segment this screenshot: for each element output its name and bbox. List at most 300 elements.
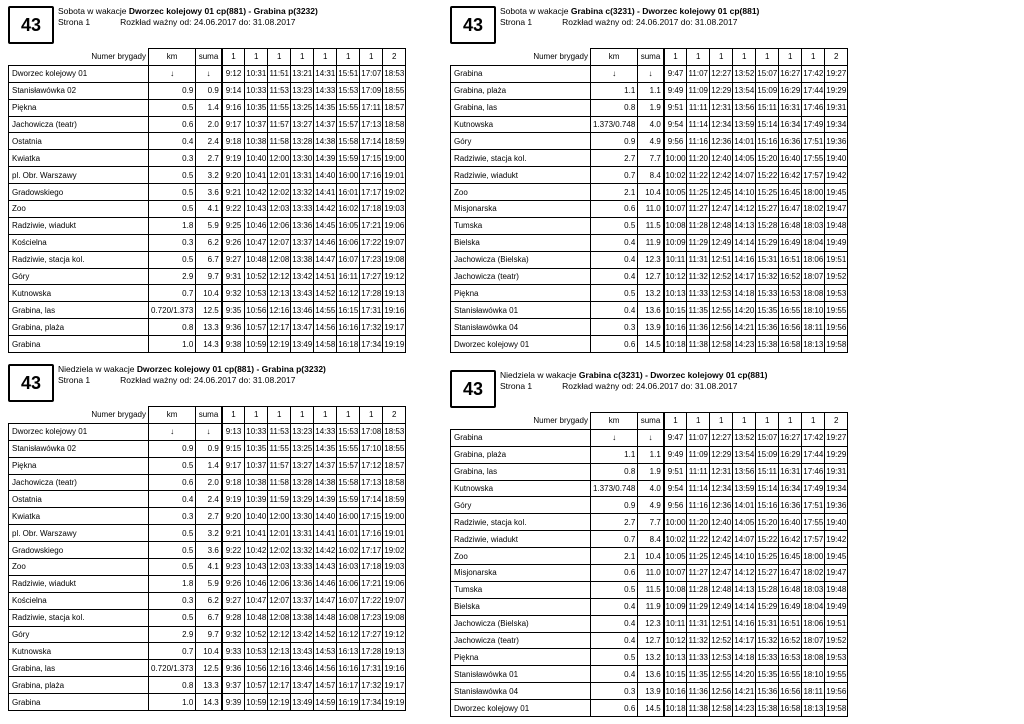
departure-time: 19:55	[825, 666, 848, 683]
km-value: 0.3	[591, 319, 638, 336]
suma-value: 13.3	[196, 677, 222, 694]
departure-time: 17:22	[360, 592, 383, 609]
departure-time: 13:29	[291, 491, 314, 508]
km-value: 0.4	[149, 133, 196, 150]
departure-time: 15:51	[337, 65, 360, 82]
departure-time: 16:51	[779, 251, 802, 268]
suma-header: suma	[196, 407, 222, 424]
table-row	[9, 491, 406, 508]
suma-header: suma	[638, 413, 664, 430]
departure-time: 11:20	[687, 150, 710, 167]
departure-time: 14:38	[314, 133, 337, 150]
stop-name: Bielska	[451, 234, 591, 251]
departure-time: 18:13	[802, 336, 825, 353]
departure-time: 18:07	[802, 268, 825, 285]
km-value: 0.5	[591, 649, 638, 666]
suma-value: 14.5	[638, 336, 664, 353]
departure-time: 12:52	[710, 268, 733, 285]
departure-time: 13:49	[291, 694, 314, 711]
brigade-number: 1	[314, 49, 337, 66]
table-row	[451, 446, 848, 463]
km-value: 0.5	[591, 581, 638, 598]
table-row	[9, 234, 406, 251]
suma-value: 1.1	[638, 82, 664, 99]
departure-time: 11:09	[687, 82, 710, 99]
departure-time: 10:18	[664, 336, 687, 353]
validity-period: Rozkład ważny od: 24.06.2017 do: 31.08.2017	[120, 375, 296, 385]
departure-time: 17:16	[360, 525, 383, 542]
departure-time: 15:09	[756, 82, 779, 99]
departure-time: 19:08	[383, 251, 406, 268]
departure-time: 14:46	[314, 575, 337, 592]
departure-time: 9:36	[222, 660, 245, 677]
suma-value: 6.2	[196, 234, 222, 251]
brigade-number: 1	[733, 49, 756, 66]
departure-time: 12:40	[710, 150, 733, 167]
departure-time: 13:54	[733, 82, 756, 99]
stop-name: Misjonarska	[451, 201, 591, 218]
departure-time: 12:58	[710, 700, 733, 717]
table-row	[9, 575, 406, 592]
departure-time: 16:47	[779, 201, 802, 218]
km-value: 2.1	[591, 184, 638, 201]
departure-time: 10:47	[245, 592, 268, 609]
departure-time: 16:01	[337, 184, 360, 201]
departure-time: 17:57	[802, 531, 825, 548]
departure-time: 11:16	[687, 133, 710, 150]
table-row	[9, 217, 406, 234]
departure-time: 13:43	[291, 285, 314, 302]
departure-time: 10:12	[664, 268, 687, 285]
suma-value: 4.9	[638, 133, 664, 150]
stop-name: Grabina, las	[451, 463, 591, 480]
table-row	[9, 251, 406, 268]
table-row	[9, 319, 406, 336]
departure-time: 15:38	[756, 336, 779, 353]
departure-time: 13:28	[291, 474, 314, 491]
departure-time: 12:56	[710, 319, 733, 336]
departure-time: 10:57	[245, 677, 268, 694]
departure-time: 14:55	[314, 302, 337, 319]
departure-time: 19:56	[825, 683, 848, 700]
suma-value: 9.7	[196, 268, 222, 285]
departure-time: 15:36	[756, 319, 779, 336]
departure-time: 14:57	[314, 677, 337, 694]
departure-time: 11:57	[268, 116, 291, 133]
suma-header: suma	[638, 49, 664, 66]
departure-time: 12:16	[268, 660, 291, 677]
departure-time: 9:21	[222, 184, 245, 201]
timetable-saturday-to-dworzec	[450, 0, 860, 353]
departure-time: 14:48	[314, 609, 337, 626]
departure-time: 14:38	[314, 474, 337, 491]
departure-time: 14:40	[314, 508, 337, 525]
departure-time: 13:56	[733, 463, 756, 480]
departure-time: 16:55	[779, 666, 802, 683]
km-value: 0.4	[591, 251, 638, 268]
departure-time: 17:21	[360, 575, 383, 592]
stop-name: Kutnowska	[9, 643, 149, 660]
table-row	[451, 285, 848, 302]
brigade-number: 1	[222, 407, 245, 424]
departure-time: 11:11	[687, 463, 710, 480]
brigade-number-label: Numer brygady	[451, 49, 591, 66]
stop-name: Tumska	[451, 217, 591, 234]
departure-time: 16:40	[779, 150, 802, 167]
departure-time: 15:53	[337, 423, 360, 440]
km-value: 0.4	[149, 491, 196, 508]
suma-value: 12.3	[638, 251, 664, 268]
departure-time: 19:52	[825, 632, 848, 649]
departure-time: 16:55	[779, 302, 802, 319]
departure-time: 12:51	[710, 251, 733, 268]
departure-time: 18:58	[383, 474, 406, 491]
table-row	[451, 683, 848, 700]
departure-time: 17:21	[360, 217, 383, 234]
departure-time: 18:11	[802, 683, 825, 700]
departure-time: 10:05	[664, 548, 687, 565]
table-row	[9, 474, 406, 491]
table-row	[451, 581, 848, 598]
table-row	[451, 480, 848, 497]
km-value: 0.4	[591, 268, 638, 285]
departure-time: 14:47	[314, 592, 337, 609]
departure-time: 12:01	[268, 167, 291, 184]
departure-time: 10:56	[245, 660, 268, 677]
departure-time: 11:35	[687, 666, 710, 683]
departure-time: 9:23	[222, 559, 245, 576]
departure-time: 11:29	[687, 234, 710, 251]
suma-value: 4.9	[638, 497, 664, 514]
departure-time: 19:17	[383, 677, 406, 694]
stop-name: Jachowicza (teatr)	[9, 116, 149, 133]
table-row	[9, 285, 406, 302]
departure-time: 14:14	[733, 234, 756, 251]
departure-time: 19:56	[825, 319, 848, 336]
timetable-title	[500, 6, 759, 17]
departure-time: 12:00	[268, 508, 291, 525]
km-value: 0.7	[149, 643, 196, 660]
table-row	[451, 302, 848, 319]
departure-time: 11:07	[687, 429, 710, 446]
departure-time: 13:31	[291, 167, 314, 184]
departure-time: 16:52	[779, 632, 802, 649]
departure-time: 10:16	[664, 319, 687, 336]
route-number: 43	[8, 364, 54, 402]
departure-time: 17:46	[802, 463, 825, 480]
brigade-number: 1	[664, 413, 687, 430]
departure-time: 12:42	[710, 167, 733, 184]
departure-time: 19:42	[825, 167, 848, 184]
departure-time: 10:43	[245, 559, 268, 576]
departure-time: 19:31	[825, 99, 848, 116]
stop-name: Stanisławówka 01	[451, 302, 591, 319]
table-row	[451, 217, 848, 234]
departure-time: 12:07	[268, 592, 291, 609]
departure-time: 17:23	[360, 609, 383, 626]
departure-time: 15:25	[756, 548, 779, 565]
departure-time: 16:48	[779, 217, 802, 234]
stop-name: Radziwie, wiadukt	[451, 167, 591, 184]
departure-time: 10:59	[245, 694, 268, 711]
departure-time: 12:03	[268, 201, 291, 218]
down-arrow-icon: ↓	[149, 65, 196, 82]
stop-name: Zoo	[451, 548, 591, 565]
departure-time: 18:04	[802, 234, 825, 251]
departure-time: 15:14	[756, 480, 779, 497]
down-arrow-icon: ↓	[196, 423, 222, 440]
departure-time: 16:17	[337, 677, 360, 694]
stop-name: Kościelna	[9, 592, 149, 609]
departure-time: 17:32	[360, 677, 383, 694]
departure-time: 16:48	[779, 581, 802, 598]
departure-time: 9:49	[664, 446, 687, 463]
departure-time: 17:34	[360, 694, 383, 711]
stop-name: Grabina, plaża	[9, 677, 149, 694]
departure-time: 11:29	[687, 598, 710, 615]
departure-time: 12:00	[268, 150, 291, 167]
departure-time: 19:03	[383, 559, 406, 576]
departure-time: 10:41	[245, 167, 268, 184]
stop-name: Kutnowska	[9, 285, 149, 302]
stop-name: Góry	[451, 133, 591, 150]
departure-time: 13:59	[733, 480, 756, 497]
departure-time: 17:16	[360, 167, 383, 184]
departure-time: 12:03	[268, 559, 291, 576]
departure-time: 11:31	[687, 251, 710, 268]
table-row	[451, 234, 848, 251]
departure-time: 14:33	[314, 423, 337, 440]
departure-time: 14:41	[314, 184, 337, 201]
departure-time: 13:42	[291, 626, 314, 643]
stop-name: Gradowskiego	[9, 542, 149, 559]
departure-time: 19:47	[825, 565, 848, 582]
departure-time: 14:07	[733, 531, 756, 548]
suma-value: 11.5	[638, 217, 664, 234]
departure-time: 12:56	[710, 683, 733, 700]
suma-value: 12.5	[196, 660, 222, 677]
stop-name: Kwiatka	[9, 508, 149, 525]
brigade-number: 2	[825, 49, 848, 66]
stop-name: Radziwie, wiadukt	[9, 575, 149, 592]
table-row	[9, 82, 406, 99]
departure-time: 9:26	[222, 575, 245, 592]
km-value: 0.5	[149, 167, 196, 184]
timetable-title	[58, 364, 326, 375]
page-number: Strona 1	[500, 381, 533, 391]
departure-time: 18:06	[802, 251, 825, 268]
departure-time: 13:25	[291, 440, 314, 457]
suma-value: 7.7	[638, 514, 664, 531]
departure-time: 13:32	[291, 184, 314, 201]
departure-time: 19:51	[825, 615, 848, 632]
table-row	[9, 423, 406, 440]
departure-time: 10:53	[245, 643, 268, 660]
suma-value: 13.2	[638, 649, 664, 666]
departure-time: 16:12	[337, 626, 360, 643]
departure-time: 10:35	[245, 99, 268, 116]
departure-time: 14:45	[314, 217, 337, 234]
departure-time: 19:40	[825, 514, 848, 531]
stop-name: Zoo	[9, 201, 149, 218]
table-row	[9, 116, 406, 133]
departure-time: 10:08	[664, 217, 687, 234]
departure-time: 16:52	[779, 268, 802, 285]
table-row	[451, 82, 848, 99]
down-arrow-icon: ↓	[196, 65, 222, 82]
table-row	[9, 525, 406, 542]
departure-time: 17:28	[360, 285, 383, 302]
km-value: 1.8	[149, 575, 196, 592]
table-row	[451, 615, 848, 632]
departure-time: 14:12	[733, 201, 756, 218]
departure-time: 15:57	[337, 457, 360, 474]
km-header: km	[591, 413, 638, 430]
departure-time: 9:20	[222, 167, 245, 184]
table-row	[451, 99, 848, 116]
departure-time: 9:39	[222, 694, 245, 711]
departure-time: 10:15	[664, 666, 687, 683]
departure-time: 10:52	[245, 268, 268, 285]
stop-name: Radziwie, stacja kol.	[9, 251, 149, 268]
departure-time: 13:46	[291, 660, 314, 677]
timetable-title	[58, 6, 318, 17]
departure-time: 17:15	[360, 508, 383, 525]
departure-time: 10:09	[664, 598, 687, 615]
departure-time: 9:25	[222, 217, 245, 234]
departure-time: 19:53	[825, 285, 848, 302]
departure-time: 9:27	[222, 251, 245, 268]
table-row	[451, 167, 848, 184]
suma-value: 5.9	[196, 217, 222, 234]
departure-time: 10:52	[245, 626, 268, 643]
departure-time: 9:18	[222, 474, 245, 491]
brigade-number: 1	[664, 49, 687, 66]
departure-time: 11:31	[687, 615, 710, 632]
departure-time: 16:29	[779, 446, 802, 463]
km-value: 0.720/1.373	[149, 660, 196, 677]
departure-time: 11:53	[268, 423, 291, 440]
departure-time: 10:46	[245, 575, 268, 592]
departure-time: 15:35	[756, 302, 779, 319]
route-direction: Grabina c(3231) - Dworzec kolejowy 01 cp(881)	[570, 6, 760, 16]
suma-value: 0.9	[196, 440, 222, 457]
suma-value: 1.9	[638, 463, 664, 480]
departure-time: 13:21	[291, 65, 314, 82]
stop-name: Zoo	[451, 184, 591, 201]
table-row	[9, 609, 406, 626]
suma-value: 10.4	[196, 643, 222, 660]
departure-time: 19:27	[825, 65, 848, 82]
suma-value: 4.1	[196, 559, 222, 576]
departure-time: 11:28	[687, 217, 710, 234]
departure-time: 15:58	[337, 474, 360, 491]
departure-time: 19:52	[825, 268, 848, 285]
table-row	[9, 336, 406, 353]
departure-time: 9:19	[222, 150, 245, 167]
departure-time: 18:53	[383, 65, 406, 82]
suma-value: 4.1	[196, 201, 222, 218]
departure-time: 19:42	[825, 531, 848, 548]
km-value: 1.0	[149, 694, 196, 711]
departure-time: 13:36	[291, 217, 314, 234]
timetable-title	[500, 370, 767, 381]
departure-time: 19:36	[825, 133, 848, 150]
table-row	[451, 565, 848, 582]
departure-time: 18:02	[802, 565, 825, 582]
departure-time: 14:05	[733, 150, 756, 167]
stop-name: Bielska	[451, 598, 591, 615]
stop-name: Kutnowska	[451, 480, 591, 497]
departure-time: 14:39	[314, 491, 337, 508]
departure-time: 15:32	[756, 632, 779, 649]
departure-time: 18:10	[802, 302, 825, 319]
departure-time: 15:25	[756, 184, 779, 201]
departure-time: 11:28	[687, 581, 710, 598]
departure-time: 12:19	[268, 694, 291, 711]
departure-time: 16:01	[337, 525, 360, 542]
departure-time: 14:10	[733, 184, 756, 201]
departure-time: 11:11	[687, 99, 710, 116]
departure-time: 19:08	[383, 609, 406, 626]
suma-value: 6.7	[196, 609, 222, 626]
departure-time: 13:25	[291, 99, 314, 116]
table-row	[451, 133, 848, 150]
km-value: 0.5	[149, 525, 196, 542]
timetable-header	[450, 0, 860, 48]
departure-time: 10:07	[664, 201, 687, 218]
departure-time: 12:49	[710, 234, 733, 251]
departure-time: 15:29	[756, 234, 779, 251]
stop-name: Dworzec kolejowy 01	[451, 336, 591, 353]
departure-time: 16:42	[779, 531, 802, 548]
brigade-number: 2	[383, 407, 406, 424]
stop-name: Piękna	[9, 99, 149, 116]
route-number: 43	[8, 6, 54, 44]
departure-time: 12:53	[710, 285, 733, 302]
route-direction: Dworzec kolejowy 01 cp(881) - Grabina p(3232)	[136, 364, 326, 374]
departure-time: 12:08	[268, 251, 291, 268]
day-type: Sobota w wakacje	[500, 6, 569, 16]
departure-time: 11:35	[687, 302, 710, 319]
timetable-sunday-to-grabina	[8, 358, 414, 711]
stop-name: Jachowicza (Bielska)	[451, 615, 591, 632]
departure-time: 14:10	[733, 548, 756, 565]
departure-time: 15:55	[337, 99, 360, 116]
km-value: 0.5	[591, 285, 638, 302]
brigade-number: 1	[687, 49, 710, 66]
suma-value: 2.7	[196, 150, 222, 167]
departure-time: 15:55	[337, 440, 360, 457]
brigade-number: 1	[779, 49, 802, 66]
departure-time: 11:53	[268, 82, 291, 99]
departure-time: 19:31	[825, 463, 848, 480]
table-row	[9, 660, 406, 677]
brigade-number: 1	[779, 413, 802, 430]
departure-time: 14:52	[314, 285, 337, 302]
departure-time: 11:33	[687, 285, 710, 302]
departure-time: 9:22	[222, 542, 245, 559]
departure-time: 13:27	[291, 116, 314, 133]
departure-time: 19:58	[825, 336, 848, 353]
departure-time: 19:29	[825, 82, 848, 99]
table-row	[9, 508, 406, 525]
timetable-header	[8, 0, 414, 48]
departure-time: 11:32	[687, 632, 710, 649]
departure-time: 10:00	[664, 514, 687, 531]
departure-time: 12:13	[268, 285, 291, 302]
departure-time: 12:16	[268, 302, 291, 319]
